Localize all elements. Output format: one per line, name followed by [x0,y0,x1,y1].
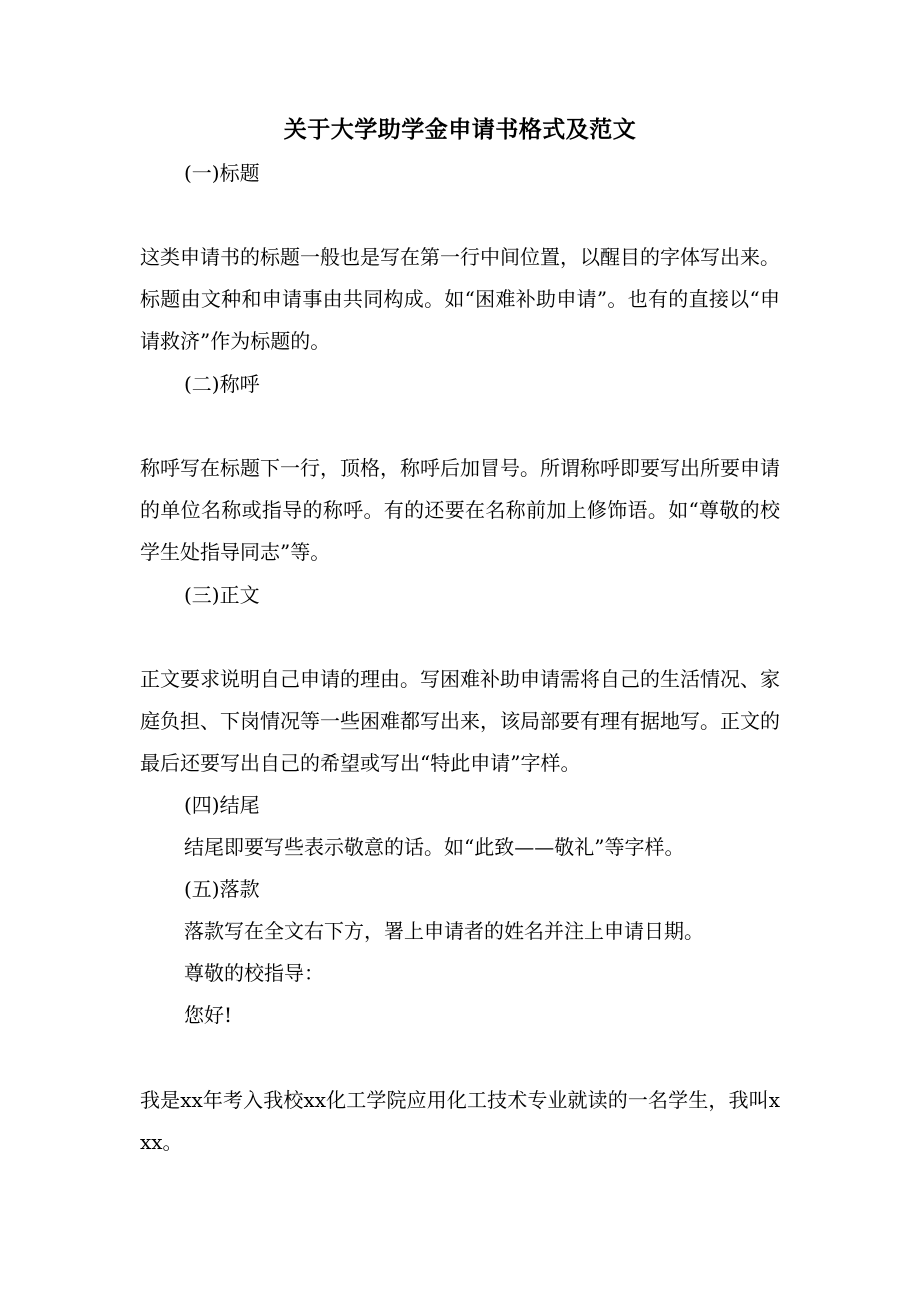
section-heading-title: (一)标题 [184,161,260,185]
section-heading-signature: (五)落款 [184,877,260,901]
section-body-title: 这类申请书的标题一般也是写在第一行中间位置，以醒目的字体写出来。标题由文种和申请事由共同构成。如“困难补助申请”。也有的直接以“申请救济”作为标题的。 [140,245,780,353]
section-body-closing: 结尾即要写些表示敬意的话。如“此致——敬礼”等字样。 [184,835,685,859]
section-body-body: 正文要求说明自己申请的理由。写困难补助申请需将自己的生活情况、家庭负担、下岗情况等一些困难都写出来，该局部要有理有据地写。正文的最后还要写出自己的希望或写出“特此申请”字样。 [140,667,780,775]
section-heading-salutation: (二)称呼 [184,372,260,396]
section-body-signature: 落款写在全文右下方，署上申请者的姓名并注上申请日期。 [184,919,704,943]
section-heading-closing: (四)结尾 [184,793,260,817]
section-heading-body: (三)正文 [184,583,260,607]
letter-salutation: 尊敬的校指导： [184,961,324,985]
document-title: 关于大学助学金申请书格式及范文 [283,116,637,143]
letter-body: 我是xx年考入我校xx化工学院应用化工技术专业就读的一名学生，我叫xxx。 [140,1088,780,1154]
section-body-salutation: 称呼写在标题下一行，顶格，称呼后加冒号。所谓称呼即要写出所要申请的单位名称或指导的称呼。有的还要在名称前加上修饰语。如“尊敬的校学生处指导同志”等。 [140,456,780,564]
letter-greeting: 您好! [184,1003,233,1027]
